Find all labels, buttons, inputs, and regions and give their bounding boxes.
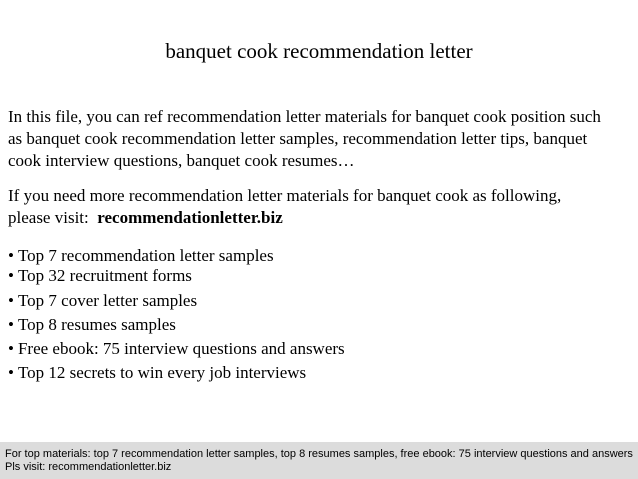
intro-line: cook interview questions, banquet cook resumes… [8, 151, 355, 170]
list-item-label: Top 32 recruitment forms [17, 266, 192, 285]
intro-paragraph [8, 106, 634, 172]
list-item-label: Top 7 cover letter samples [17, 291, 198, 310]
list-item [8, 289, 345, 313]
intro-line: as banquet cook recommendation letter samples, recommendation letter tips, banquet [8, 129, 588, 148]
intro-line: In this file, you can ref recommendation letter materials for banquet cook position such [8, 107, 601, 126]
list-item [8, 313, 345, 337]
page-title: banquet cook recommendation letter [165, 39, 473, 63]
more-materials-paragraph [8, 185, 634, 229]
bullet-icon: • [8, 246, 14, 265]
list-item-label: Top 12 secrets to win every job interviews [17, 363, 307, 382]
list-item [8, 266, 345, 289]
more-materials-line: If you need more recommendation letter materials for banquet cook as following, [8, 186, 562, 205]
footer-banner [0, 442, 638, 479]
visit-prefix: please visit: [8, 208, 98, 227]
bullet-icon: • [8, 291, 14, 310]
list-item-label: Top 7 recommendation letter samples [17, 246, 274, 265]
bullet-icon: • [8, 266, 14, 285]
list-item [8, 337, 345, 361]
materials-list [8, 246, 345, 385]
bullet-icon: • [8, 363, 14, 382]
list-item [8, 246, 345, 266]
bullet-icon: • [8, 315, 14, 334]
website-link[interactable]: recommendationletter.biz [97, 208, 283, 227]
bullet-icon: • [8, 339, 14, 358]
list-item-label: Free ebook: 75 interview questions and answers [17, 339, 345, 358]
footer-line-materials: For top materials: top 7 recommendation letter samples, top 8 resumes samples, free ebook: 75 interview questions and answers [5, 448, 633, 460]
list-item [8, 361, 345, 385]
list-item-label: Top 8 resumes samples [17, 315, 176, 334]
visit-line [8, 207, 634, 229]
footer-line-visit: Pls visit: recommendationletter.biz [5, 461, 172, 473]
